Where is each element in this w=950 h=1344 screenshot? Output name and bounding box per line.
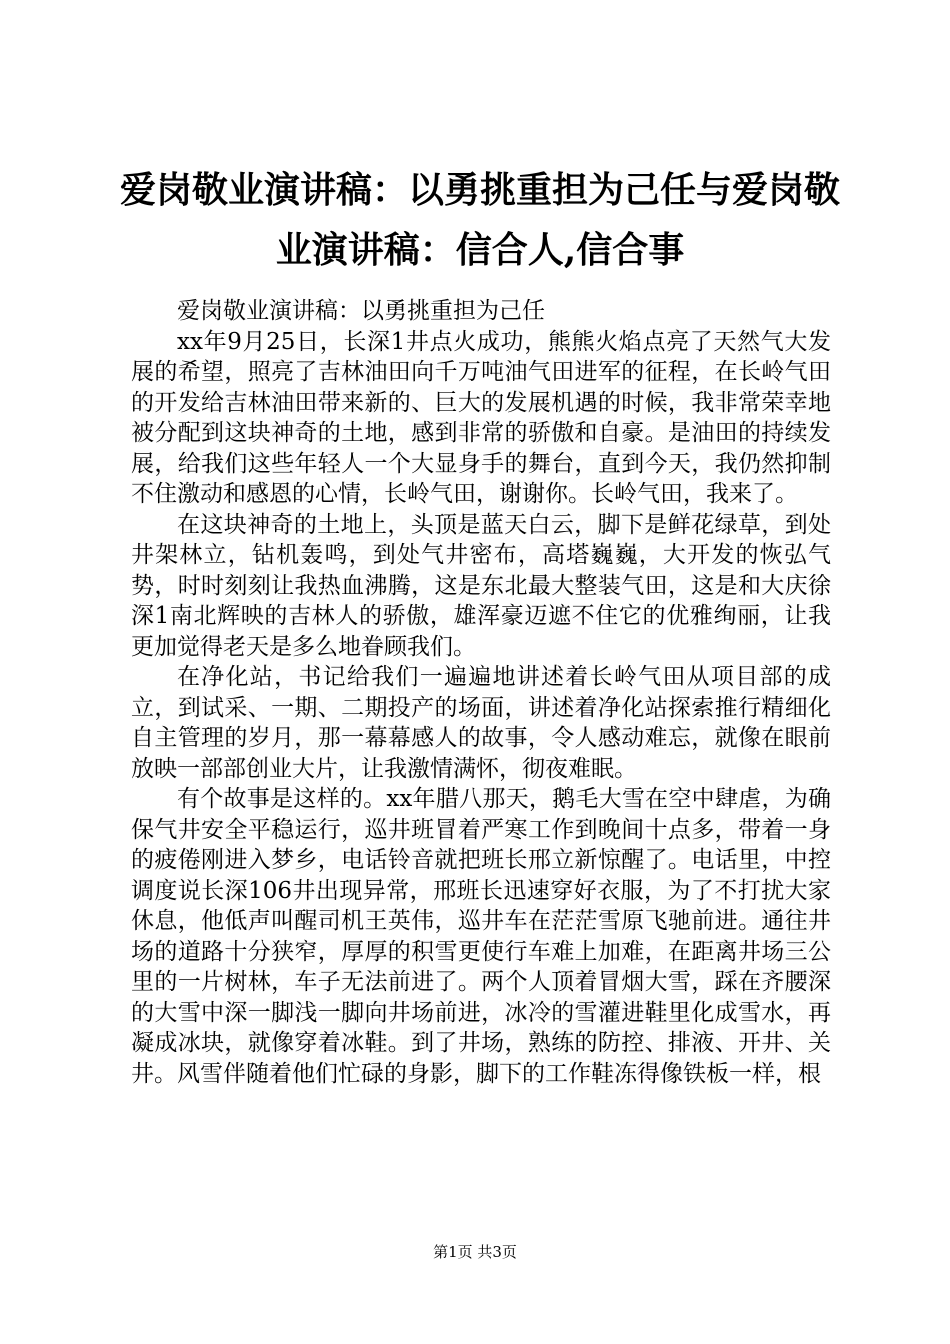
paragraph: 在净化站，书记给我们一遍遍地讲述着长岭气田从项目部的成立，到试采、一期、二期投产的场面，讲述着净化站探索推行精细化自主管理的岁月，那一幕幕感人的故事，令人感动难忘，就像在眼前放映一部部创业大片，让我激情满怀，彻夜难眠。 [131,664,831,782]
document-subtitle: 爱岗敬业演讲稿：以勇挑重担为己任 [177,298,545,324]
document-title [110,160,850,280]
paragraph: 在这块神奇的土地上，头顶是蓝天白云，脚下是鲜花绿草，到处井架林立，钻机轰鸣，到处气井密布，高塔巍巍，大开发的恢弘气势，时时刻刻让我热血沸腾，这是东北最大整装气田，这是和大庆徐深1南北辉映的吉林人的骄傲，雄浑豪迈遮不住它的优雅绚丽，让我更加觉得老天是多么地眷顾我们。 [131,511,831,660]
title-line-1: 爱岗敬业演讲稿：以勇挑重担为己任与爱岗敬 [119,169,840,211]
document-body [131,296,831,1089]
title-line-2: 业演讲稿：信合人,信合事 [275,229,685,271]
paragraph: 有个故事是这样的。xx年腊八那天，鹅毛大雪在空中肆虐，为确保气井安全平稳运行，巡井班冒着严寒工作到晚间十点多，带着一身的疲倦刚进入梦乡，电话铃音就把班长邢立新惊醒了。电话里，中控调度说长深106井出现异常，邢班长迅速穿好衣服，为了不打扰大家休息，他低声叫醒司机王英伟，巡井车在茫茫雪原飞驰前进。通往井场的道路十分狭窄，厚厚的积雪更使行车难上加难，在距离井场三公里的一片树林，车子无法前进了。两个人顶着冒烟大雪，踩在齐腰深的大雪中深一脚浅一脚向井场前进，冰冷的雪灌进鞋里化成雪水，再凝成冰块，就像穿着冰鞋。到了井场，熟练的防控、排液、开井、关井。风雪伴随着他们忙碌的身影，脚下的工作鞋冻得像铁板一样，根 [131,786,831,1087]
page-footer: 第1页 共3页 [433,1243,517,1261]
paragraph: xx年9月25日，长深1井点火成功，熊熊火焰点亮了天然气大发展的希望，照亮了吉林油田向千万吨油气田进军的征程，在长岭气田的开发给吉林油田带来新的、巨大的发展机遇的时候，我非常荣幸地被分配到这块神奇的土地，感到非常的骄傲和自豪。是油田的持续发展，给我们这些年轻人一个大显身手的舞台，直到今天，我仍然抑制不住激动和感恩的心情，长岭气田，谢谢你。长岭气田，我来了。 [131,328,831,507]
